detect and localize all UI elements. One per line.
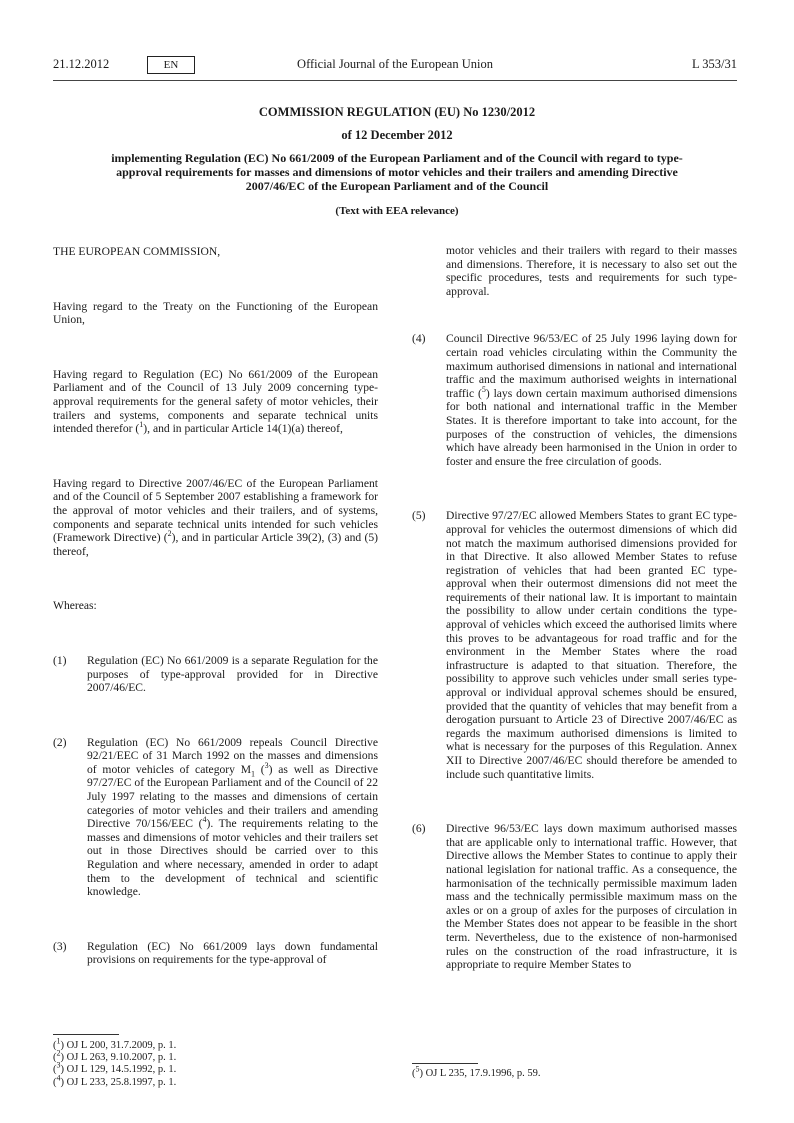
recital-number: (1) (53, 653, 67, 667)
footnote-divider (412, 1063, 478, 1064)
recital-2 (53, 736, 378, 899)
footnote: ($^1$) OJ L 200, 31.7.2009, p. 1. (53, 1036, 177, 1051)
footnote-ref-5[interactable]: 5 (481, 384, 486, 394)
footnote: ($^2$) OJ L 263, 9.10.2007, p. 1. (53, 1048, 177, 1064)
recital-text: Directive 96/53/EC lays down maximum authorised masses that are applicable only to international traffic. However, that Directive allows the Member States to continue to apply their national legislation for national traffic. As a consequence, the harmonisation of the technically permissible maximum laden mass and the technically permissible maximum mass on the axles or on a group of axles for the purposes of circulation in the Member States does not appear to be feasible in the short term. Nevertheless, due to the existence of non-harmonised rules on the construction of the road infrastructure, it is appropriate to require Member States to (446, 822, 737, 972)
recital-text: Council Directive 96/53/EC of 25 July 1996 laying down for certain road vehicles circulating within the Community the maximum authorised dimensions in national and international traffic and the maximum authorised weights in international traffic ($^5$) lays down certain maximum authorised dimensions for both national and international traffic in the Member States. It is therefore important to take into account, for the purposes of the construction of vehicles, the dimensions which have already been harmonised in the Union in order to foster and ensure the free circulation of goods. (446, 332, 737, 468)
whereas-heading: Whereas: (53, 599, 97, 613)
footnote-divider (53, 1034, 119, 1035)
citation-directive-2007: Having regard to Directive 2007/46/EC of the European Parliament and of the Council of 5 September 2007 establishing a framework for the approval of motor vehicles and their trailers, and of systems, components and separate technical units intended for such vehicles (Framework Directive) ($^2$), and in particular Article 39(2), (3) and (5) thereof, (53, 476, 378, 558)
commission-line: THE EUROPEAN COMMISSION, (53, 245, 221, 258)
recital-text: Regulation (EC) No 661/2009 is a separate Regulation for the purposes of type-approval provided for in Directive 2007/46/EC. (87, 653, 378, 695)
footnote-ref-4[interactable]: 4 (202, 815, 207, 825)
page-header (53, 56, 737, 76)
regulation-date: of 12 December 2012 (341, 128, 453, 142)
recital-number: (6) (412, 822, 426, 836)
recital-number: (4) (412, 332, 426, 346)
left-column (53, 245, 378, 967)
footnote-ref-1[interactable]: 1 (139, 420, 144, 430)
language-badge: EN (147, 56, 195, 74)
eea-relevance: (Text with EEA relevance) (335, 205, 459, 217)
recital-4 (412, 332, 737, 468)
recital-number: (5) (412, 509, 426, 523)
publication-date: 21.12.2012 (53, 57, 110, 71)
footnote-ref-2[interactable]: 2 (167, 529, 172, 539)
recital-text: Directive 97/27/EC allowed Members States to grant EC type-approval for vehicles the outermost dimensions of which did not match the maximum authorised dimensions provided for in that Directive. It also allowed Member States to refuse registration of vehicles that had been granted EC type-approval when their outermost dimensions did not meet the requirements of their national law. It is important to maintain the possibility to allow under certain conditions the type-approval of vehicles which exceed the authorised limits where this proves to be advantageous for road traffic and for the environment in the Member States where the road infrastructure is adapted to that situation. Therefore, the possibility to approve such vehicles under small series type-approval or individual approval schemes should be ensured, provided that the quantity of vehicles that may benefit from a derogation pursuant to Article 23 of Directive 2007/46/EC as regards the maximum authorised dimensions is limited to what is necessary for the purposes of this Regulation. Annex XII to Directive 2007/46/EC should therefore be amended to include such quantitative limits. (446, 509, 737, 781)
footnote: ($^5$) OJ L 235, 17.9.1996, p. 59. (412, 1064, 541, 1079)
recital-3 (53, 940, 378, 967)
recital-5 (412, 509, 737, 781)
regulation-title: COMMISSION REGULATION (EU) No 1230/2012 (258, 105, 536, 119)
footnotes-right (412, 1064, 737, 1080)
recital-text: Regulation (EC) No 661/2009 repeals Council Directive 92/21/EEC of 31 March 1992 on the masses and dimensions of motor vehicles of category $M_1$ ($^3$) as well as Directive 97/27/EC of the European Parliament and of the Council of 22 July 1997 relating to the masses and dimensions of certain categories of motor vehicles and their trailers and amending Directive 70/156/EEC ($^4$). The requirements relating to the masses and dimensions of motor vehicles and their trailers set out in those Directives should be carried over to this Regulation and where necessary, amended in order to adapt them to the development of technical and scientific knowledge. (87, 735, 378, 899)
footnote-ref-3[interactable]: 3 (264, 761, 269, 771)
citation-treaty: Having regard to the Treaty on the Functioning of the European Union, (53, 299, 378, 327)
recital-text: Regulation (EC) No 661/2009 lays down fundamental provisions on requirements for the type-approval of (87, 939, 378, 967)
recital-3-continued: motor vehicles and their trailers with regard to their masses and dimensions. Therefore, it is necessary to also set out the specific procedures, tests and requirements for such type-approval. (446, 244, 737, 298)
footnote: ($^4$) OJ L 233, 25.8.1997, p. 1. (53, 1073, 177, 1088)
recital-1 (53, 654, 378, 695)
footnote: ($^3$) OJ L 129, 14.5.1992, p. 1. (53, 1060, 177, 1076)
citation-regulation-661: Having regard to Regulation (EC) No 661/2009 of the European Parliament and of the Council of 13 July 2009 concerning type-approval requirements for the general safety of motor vehicles, their trailers and systems, components and separate technical units intended therefor ($^1$), and in particular Article 14(1)(a) thereof, (53, 367, 378, 436)
recital-number: (3) (53, 939, 67, 953)
recital-number: (2) (53, 735, 67, 749)
footnotes-left (53, 1036, 378, 1089)
regulation-subject: implementing Regulation (EC) No 661/2009 of the European Parliament and of the Council with regard to type-approval requirements for masses and dimensions of motor vehicles and their trailers and amending Directive 2007/46/EC of the European Parliament and of the Council (111, 151, 683, 193)
journal-title: Official Journal of the European Union (297, 57, 493, 71)
right-column (412, 244, 737, 972)
recital-6 (412, 822, 737, 972)
header-divider (53, 80, 737, 81)
page-reference: L 353/31 (691, 57, 737, 71)
